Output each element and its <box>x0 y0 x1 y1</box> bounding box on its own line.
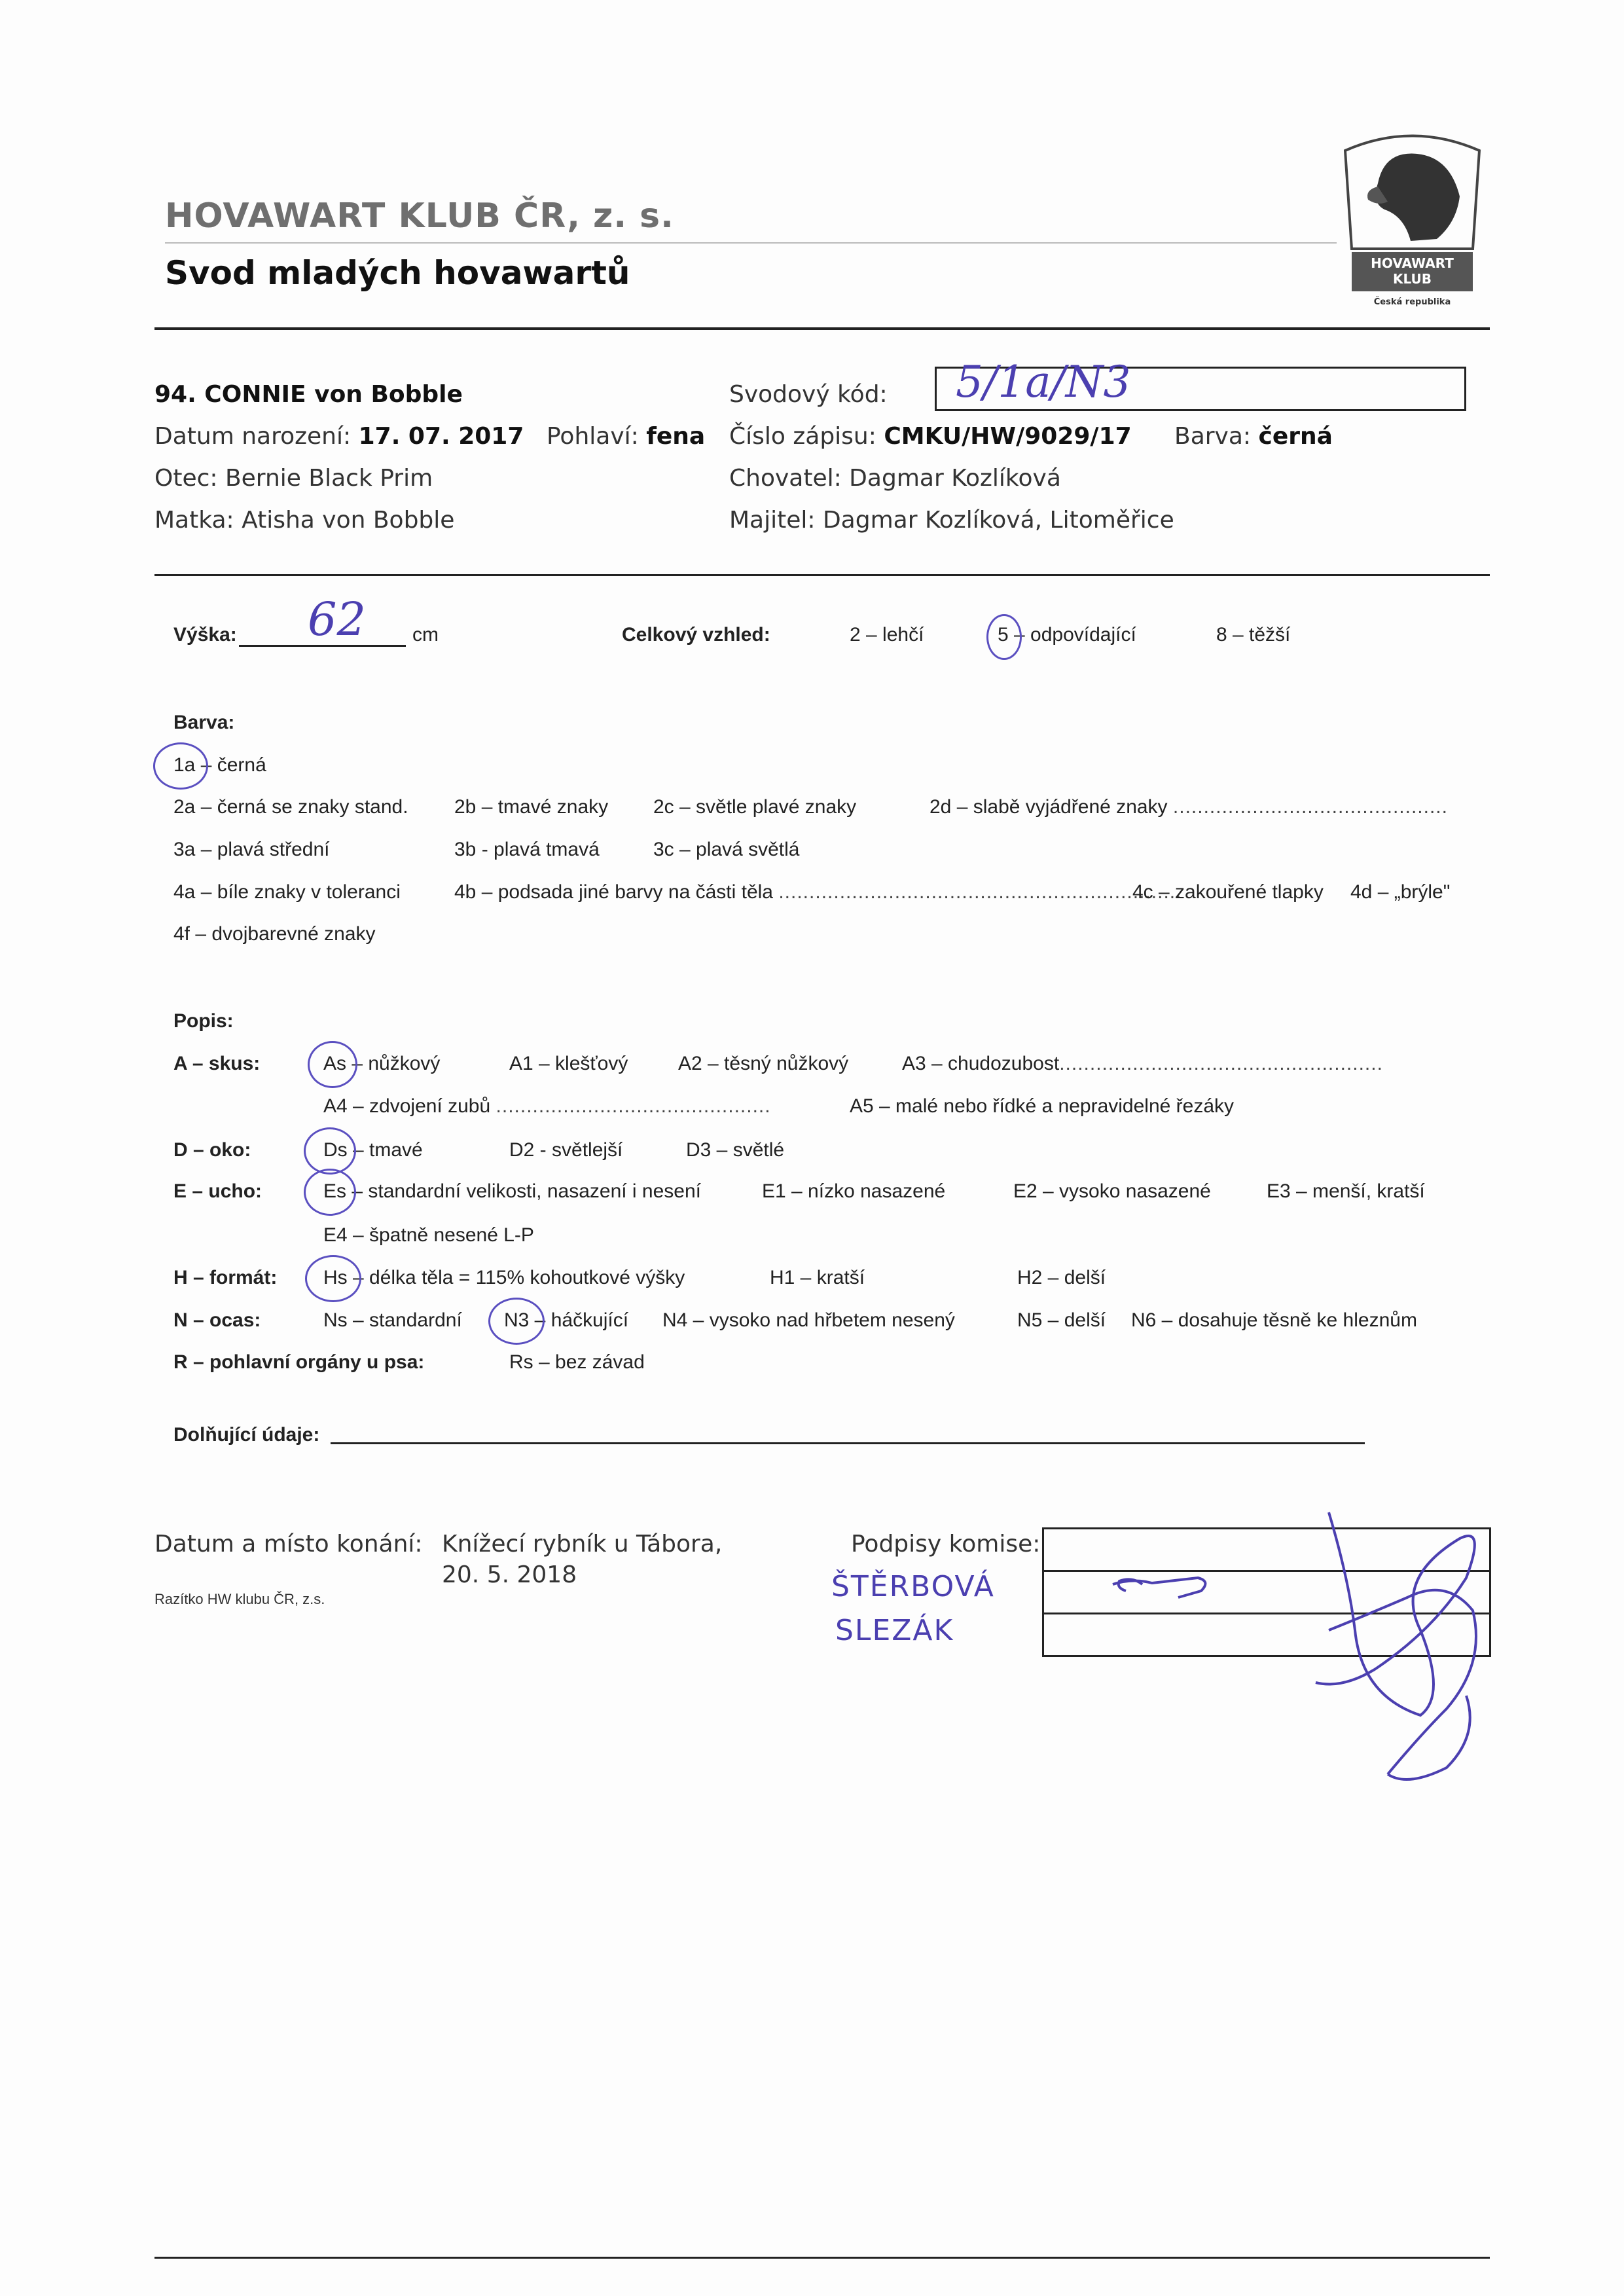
barva-2c[interactable]: 2c – světle plavé znaky <box>653 796 857 818</box>
logo-line3: Česká republika <box>1373 297 1451 307</box>
sex-label: Pohlaví: <box>547 423 639 450</box>
eye-circle-mark <box>304 1127 356 1175</box>
bite-a3[interactable]: A3 – chudozubost..................................................... <box>902 1053 1383 1074</box>
genitals-rs[interactable]: Rs – bez závad <box>509 1351 645 1373</box>
eye-ds[interactable]: Ds – tmavé <box>323 1139 423 1161</box>
barva-4a[interactable]: 4a – bíle znaky v toleranci <box>173 881 401 903</box>
sex-value: fena <box>646 423 706 450</box>
barva-3a[interactable]: 3a – plavá střední <box>173 839 330 860</box>
barva-circle-mark <box>153 742 208 790</box>
appearance-label: Celkový vzhled: <box>622 624 770 646</box>
appearance-opt-heavy[interactable]: 8 – těžší <box>1216 624 1291 646</box>
sex <box>547 423 705 450</box>
bite-a4[interactable]: A4 – zdvojení zubů ............................................. <box>323 1095 771 1117</box>
tail-circle-mark <box>488 1298 545 1345</box>
owner: Majitel: Dagmar Kozlíková, Litoměřice <box>729 507 1174 534</box>
barva-3b[interactable]: 3b - plavá tmavá <box>454 839 600 860</box>
tail-n6[interactable]: N6 – dosahuje těsně ke hleznům <box>1131 1309 1417 1331</box>
barva-3c[interactable]: 3c – plavá světlá <box>653 839 800 860</box>
tail-label: N – ocas: <box>173 1309 261 1331</box>
birth-date <box>154 423 524 450</box>
judge1-handwritten: ŠTĚRBOVÁ <box>831 1570 995 1603</box>
dog-name: 94. CONNIE von Bobble <box>154 381 463 408</box>
ear-es[interactable]: Es – standardní velikosti, nasazení i nesení <box>323 1180 702 1202</box>
ear-e4[interactable]: E4 – špatně nesené L-P <box>323 1224 534 1246</box>
place-line2: 20. 5. 2018 <box>442 1561 577 1588</box>
place-line1: Knížecí rybník u Tábora, <box>442 1531 723 1558</box>
birth-value: 17. 07. 2017 <box>358 423 524 450</box>
barva-4d[interactable]: 4d – „brýle" <box>1350 881 1451 903</box>
header-thin-rule <box>165 242 1337 244</box>
appearance-opt-correct[interactable]: 5 – odpovídající <box>998 624 1136 646</box>
format-hs[interactable]: Hs – délka těla = 115% kohoutkové výšky <box>323 1267 685 1288</box>
club-name: HOVAWART KLUB ČR, z. s. <box>165 196 674 236</box>
sign-label: Podpisy komise: <box>851 1531 1041 1558</box>
barva-title: Barva: <box>173 712 235 733</box>
dam: Matka: Atisha von Bobble <box>154 507 455 534</box>
height-value-handwritten: 62 <box>308 592 367 646</box>
logo-line1: HOVAWART <box>1371 255 1454 271</box>
registration <box>729 423 1132 450</box>
barva-4f[interactable]: 4f – dvojbarevné znaky <box>173 923 376 945</box>
bite-a5[interactable]: A5 – malé nebo řídké a nepravidelné řezáky <box>850 1095 1235 1117</box>
ear-e1[interactable]: E1 – nízko nasazené <box>762 1180 946 1202</box>
tail-n3[interactable]: N3 – háčkující <box>504 1309 629 1331</box>
bottom-rule <box>154 2257 1490 2259</box>
eye-d2[interactable]: D2 - světlejší <box>509 1139 623 1161</box>
barva-4c[interactable]: 4c – zakouřené tlapky <box>1132 881 1324 903</box>
club-logo <box>1339 124 1486 311</box>
color-value: černá <box>1258 423 1333 450</box>
page-title: Svod mladých hovawartů <box>165 254 630 292</box>
height-label: Výška: <box>173 624 237 646</box>
format-circle-mark <box>305 1255 361 1302</box>
tail-ns[interactable]: Ns – standardní <box>323 1309 462 1331</box>
format-h2[interactable]: H2 – delší <box>1017 1267 1106 1288</box>
barva-1a[interactable]: 1a – černá <box>173 754 266 776</box>
popis-title: Popis: <box>173 1010 234 1032</box>
format-label: H – formát: <box>173 1267 278 1288</box>
eye-label: D – oko: <box>173 1139 251 1161</box>
appearance-circle-mark <box>986 614 1022 660</box>
judge2-handwritten: SLEZÁK <box>835 1614 954 1647</box>
height-unit: cm <box>412 624 439 646</box>
reg-value: CMKU/HW/9029/17 <box>884 423 1132 450</box>
eye-d3[interactable]: D3 – světlé <box>686 1139 785 1161</box>
bite-a2[interactable]: A2 – těsný nůžkový <box>678 1053 849 1074</box>
ear-label: E – ucho: <box>173 1180 262 1202</box>
code-value-handwritten: 5/1a/N3 <box>956 357 1131 407</box>
color <box>1174 423 1333 450</box>
barva-2d[interactable]: 2d – slabě vyjádřené znaky ............................................. <box>929 796 1448 818</box>
stamp-label: Razítko HW klubu ČR, z.s. <box>154 1591 325 1607</box>
ear-e2[interactable]: E2 – vysoko nasazené <box>1013 1180 1211 1202</box>
code-label: Svodový kód: <box>729 381 888 408</box>
birth-label: Datum narození: <box>154 423 352 450</box>
format-h1[interactable]: H1 – kratší <box>770 1267 865 1288</box>
barva-2a[interactable]: 2a – černá se znaky stand. <box>173 796 408 818</box>
bite-a1[interactable]: A1 – klešťový <box>509 1053 628 1074</box>
info-rule <box>154 574 1490 576</box>
breeder: Chovatel: Dagmar Kozlíková <box>729 465 1061 492</box>
extra-line[interactable] <box>331 1442 1365 1444</box>
appearance-opt-light[interactable]: 2 – lehčí <box>850 624 924 646</box>
tail-n5[interactable]: N5 – delší <box>1017 1309 1106 1331</box>
genitals-label: R – pohlavní orgány u psa: <box>173 1351 425 1373</box>
extra-label: Dolňující údaje: <box>173 1424 320 1446</box>
bite-label: A – skus: <box>173 1053 261 1074</box>
place-label: Datum a místo konání: <box>154 1531 423 1558</box>
tail-n4[interactable]: N4 – vysoko nad hřbetem nesený <box>662 1309 955 1331</box>
bite-as[interactable]: As – nůžkový <box>323 1053 441 1074</box>
header-rule <box>154 327 1490 330</box>
barva-4b[interactable]: 4b – podsada jiné barvy na části těla .................................................................. <box>454 881 1182 903</box>
signature-scribble <box>1080 1499 1551 1794</box>
ear-circle-mark <box>304 1169 356 1216</box>
barva-2b[interactable]: 2b – tmavé znaky <box>454 796 609 818</box>
reg-label: Číslo zápisu: <box>729 423 876 450</box>
logo-line2: KLUB <box>1392 271 1432 287</box>
ear-e3[interactable]: E3 – menší, kratší <box>1267 1180 1425 1202</box>
sire: Otec: Bernie Black Prim <box>154 465 433 492</box>
color-label: Barva: <box>1174 423 1252 450</box>
bite-circle-mark <box>308 1041 357 1088</box>
